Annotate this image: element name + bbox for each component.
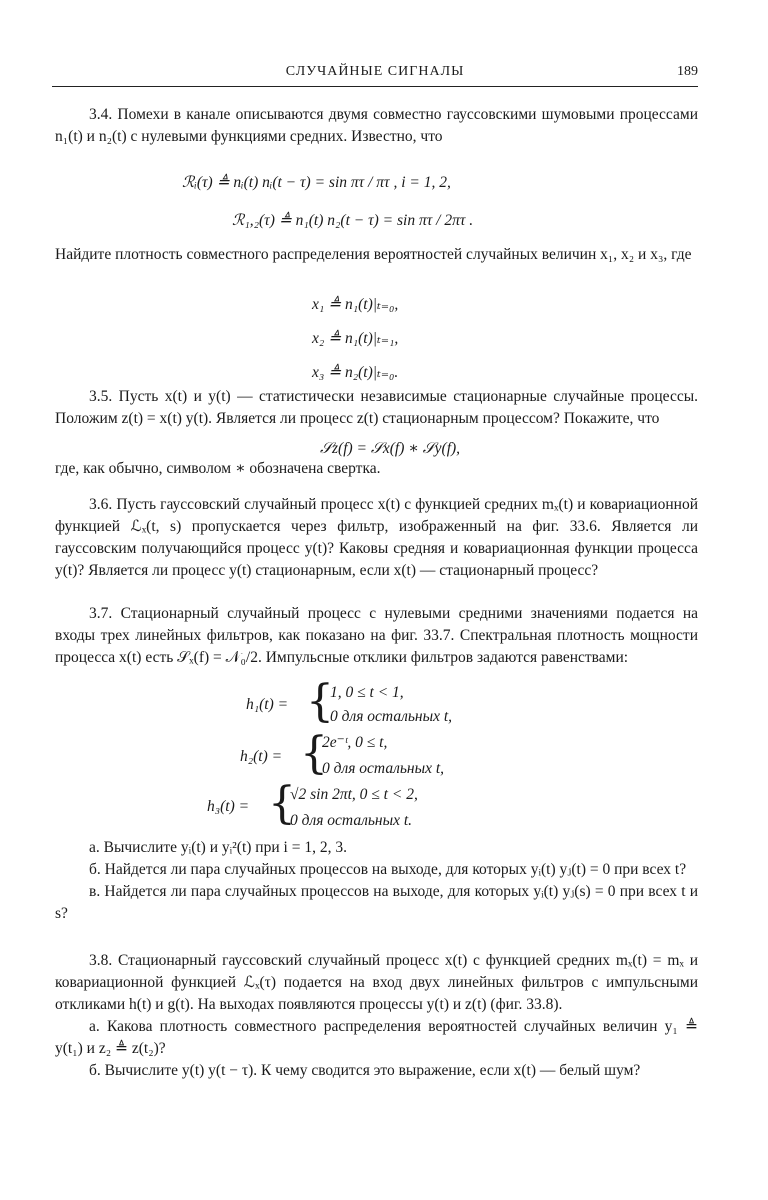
problem-3-7-part-b: б. Найдется ли пара случайных процессов на выходе, для которых yᵢ(t) yⱼ(t) = 0 при всех t? [89,861,687,878]
problem-3-4-text2: Найдите плотность совместного распределения вероятностей случайных величин x₁, x₂ и x₃, где [55,246,692,263]
problem-3-4-text: 3.4. Помехи в канале описываются двумя совместно гауссовскими шумовыми процессами n₁(t) и n₂(t) с нулевыми функциями средних. Известно, что [55,106,698,145]
h1-case-1: 1, 0 ≤ t < 1, [330,684,404,701]
h3-case-1: √2 sin 2πt, 0 ≤ t < 2, [290,786,418,803]
running-header [52,64,698,88]
h2-brace: { [300,728,328,779]
problem-3-7-parts [55,837,698,925]
problem-3-6-text: 3.6. Пусть гауссовский случайный процесс x(t) с функцией средних mₓ(t) и ковариационной функцией ℒₓ(t, s) пропускается через фильтр, изображенный на фиг. 33.6. Является ли гауссовским получающийся процесс y(t)? Каковы средняя и ковариационная функции процесса y(t)? Является ли процесс y(t) стационарным, если x(t) — стационарный процесс? [55,496,698,579]
equation-x3: x₃ ≜ n₂(t)|ₜ₌₀. [312,364,399,381]
h1-case-2: 0 для остальных t, [330,708,453,725]
problem-3-4-question [55,244,698,266]
equation-x2: x₂ ≜ n₁(t)|ₜ₌₁, [312,330,399,347]
h1-label: h₁(t) = [246,696,289,713]
h3-label: h₃(t) = [207,798,250,815]
equation-crosscorrelation: ℛ₁,₂(τ) ≜ n₁(t) n₂(t − τ) = sin πτ / 2πτ . [232,212,474,229]
header-rule [52,86,698,87]
problem-3-8 [55,950,698,1082]
problem-3-8-part-b: б. Вычислите y(t) y(t − τ). К чему сводится это выражение, если x(t) — белый шум? [89,1062,641,1079]
page-number: 189 [677,64,698,79]
problem-3-7-part-c: в. Найдется ли пара случайных процессов на выходе, для которых yᵢ(t) yⱼ(s) = 0 при всех t и s? [55,883,698,922]
problem-3-6 [55,494,698,582]
h2-label: h₂(t) = [240,748,283,765]
problem-3-5-text: 3.5. Пусть x(t) и y(t) — статистически независимые стационарные случайные процессы. Положим z(t) = x(t) y(t). Является ли процесс z(t) стационарным процессом? Покажите, что [55,388,698,427]
problem-3-7-part-a: а. Вычислите yᵢ(t) и yᵢ²(t) при i = 1, 2, 3. [89,839,347,856]
equation-x1: x₁ ≜ n₁(t)|ₜ₌₀, [312,296,399,313]
equation-convolution: 𝒮z(f) = 𝒮x(f) ∗ 𝒮y(f), [320,440,461,457]
problem-3-4 [55,104,698,148]
problem-3-7 [55,603,698,669]
problem-3-5-note [55,458,698,480]
h2-case-2: 0 для остальных t, [322,760,445,777]
equation-autocorrelation: ℛᵢ(τ) ≜ nᵢ(t) nᵢ(t − τ) = sin πτ / πτ , i = 1, 2, [182,174,451,191]
problem-3-5 [55,386,698,430]
running-title: СЛУЧАЙНЫЕ СИГНАЛЫ [285,64,465,79]
h1-brace: { [306,676,334,727]
problem-3-5-text2: где, как обычно, символом ∗ обозначена свертка. [55,460,381,477]
problem-3-7-text: 3.7. Стационарный случайный процесс с нулевыми средними значениями подается на входы трех линейных фильтров, как показано на фиг. 33.7. Спектральная плотность мощности процесса x(t) есть 𝒮ₓ(f) = 𝒩₀/2. Импульсные отклики фильтров задаются равенствами: [55,605,698,666]
h3-case-2: 0 для остальных t. [290,812,413,829]
problem-3-8-part-a: а. Какова плотность совместного распределения вероятностей случайных величин y₁ ≜ y(t₁) и z₂ ≜ z(t₂)? [55,1018,698,1057]
h3-brace: { [268,778,296,829]
h2-case-1: 2e⁻ᵗ, 0 ≤ t, [322,734,388,751]
problem-3-8-text: 3.8. Стационарный гауссовский случайный процесс x(t) с функцией средних mₓ(t) = mₓ и ковариационной функцией ℒₓ(τ) подается на вход двух линейных фильтров с импульсными откликами h(t) и g(t). На выходах появляются процессы y(t) и z(t) (фиг. 33.8). [55,952,698,1013]
